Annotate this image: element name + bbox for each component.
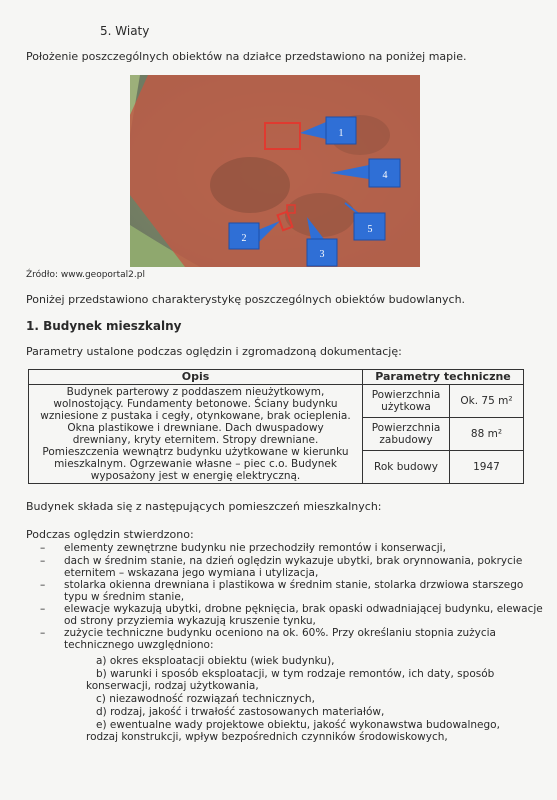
building-heading: 1. Budynek mieszkalny <box>26 319 182 333</box>
parameters-table <box>28 369 524 484</box>
params-header: Parametry techniczne <box>363 370 524 385</box>
list-item-continuation: typu w średnim stanie, <box>64 591 185 603</box>
param-label: Rok budowy <box>363 451 450 484</box>
list-item-continuation: eternitem – wskazana jego wymiana i utylizacja, <box>64 567 319 579</box>
param-label: Powierzchnia zabudowy <box>363 418 450 451</box>
callout-4-label: 4 <box>382 170 388 181</box>
list-item: zużycie techniczne budynku oceniono na ok. 60%. Przy określaniu stopnia zużycia <box>64 627 496 639</box>
table-header-row <box>29 370 524 385</box>
parcel-map <box>130 75 420 267</box>
bullet-dash: – <box>40 555 46 567</box>
params-intro: Parametry ustalone podczas oględzin i zgromadzoną dokumentację: <box>26 345 402 358</box>
list-item: elewacje wykazują ubytki, drobne pęknięcia, brak opaski odwadniającej budynku, elewacje <box>64 603 543 615</box>
table-row <box>29 385 524 418</box>
bullet-dash: – <box>40 603 46 615</box>
bullet-dash: – <box>40 627 46 639</box>
list-item-continuation: technicznego uwzględniono: <box>64 639 214 651</box>
trees <box>210 157 290 213</box>
map-source: Źródło: www.geoportal2.pl <box>26 270 145 280</box>
callout-3-label: 3 <box>319 249 325 260</box>
bullet-dash: – <box>40 579 46 591</box>
param-label: Powierzchnia użytkowa <box>363 385 450 418</box>
sub-item: d) rodzaj, jakość i trwałość zastosowanych materiałów, <box>96 706 385 718</box>
list-item: elementy zewnętrzne budynku nie przechodziły remontów i konserwacji, <box>64 542 446 554</box>
list-item: stolarka okienna drewniana i plastikowa w średnim stanie, stolarka drzwiowa starszego <box>64 579 524 591</box>
param-value: Ok. 75 m² <box>450 385 524 418</box>
callout-5-label: 5 <box>367 224 373 235</box>
findings-intro: Podczas oględzin stwierdzono: <box>26 528 194 541</box>
sub-item: a) okres eksploatacji obiektu (wiek budynku), <box>96 655 335 667</box>
rooms-intro: Budynek składa się z następujących pomieszczeń mieszkalnych: <box>26 500 382 513</box>
intro-text: Położenie poszczególnych obiektów na działce przedstawiono na poniżej mapie. <box>26 50 467 63</box>
opis-cell: Budynek parterowy z poddaszem nieużytkowym, wolnostojący. Fundamenty betonowe. Ściany budynku wzniesione z pustaka i cegły, otynkowane, brak ocieplenia. Okna plastikowe i drewniane. Dach dwuspadowy drewniany, kryty eternitem. Stropy drewniane. Pomieszczenia wewnątrz budynku użytkowane w kierunku mieszkalnym. Ogrzewanie własne – piec c.o. Budynek wyposażony jest w energię elektryczną. <box>29 385 363 484</box>
trees <box>285 193 355 237</box>
sub-item: e) ewentualne wady projektowe obiektu, jakość wykonawstwa budowalnego, <box>96 719 500 731</box>
description-intro: Poniżej przedstawiono charakterystykę poszczególnych obiektów budowlanych. <box>26 293 466 306</box>
opis-header: Opis <box>29 370 363 385</box>
section-heading: 5. Wiaty <box>100 24 150 38</box>
sub-item-continuation: rodzaj konstrukcji, wpływ bezpośrednich czynników środowiskowych, <box>86 731 448 743</box>
list-item-continuation: od strony przyziemia wykazują kruszenie tynku, <box>64 615 316 627</box>
sub-item: b) warunki i sposób eksploatacji, w tym rodzaje remontów, ich daty, sposób <box>96 668 495 680</box>
bullet-dash: – <box>40 542 46 554</box>
list-item: dach w średnim stanie, na dzień oględzin wykazuje ubytki, brak orynnowania, pokrycie <box>64 555 523 567</box>
callout-1-label: 1 <box>338 128 344 139</box>
callout-2-label: 2 <box>241 233 247 244</box>
param-value: 1947 <box>450 451 524 484</box>
sub-item: c) niezawodność rozwiązań technicznych, <box>96 693 315 705</box>
sub-item-continuation: konserwacji, rodzaj użytkowania, <box>86 680 259 692</box>
param-value: 88 m² <box>450 418 524 451</box>
map-svg <box>130 75 420 267</box>
